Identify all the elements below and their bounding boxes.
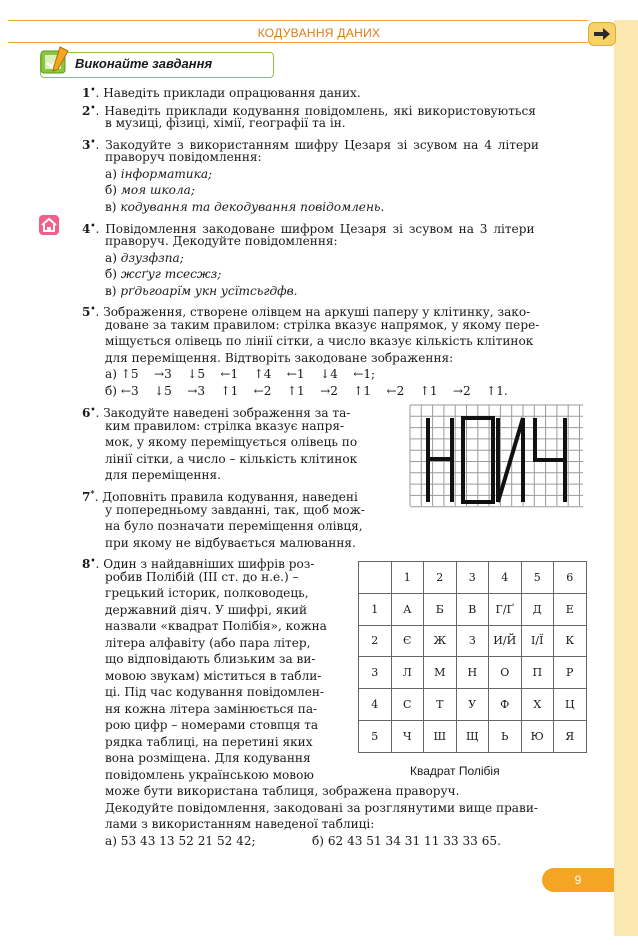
task-3-b: б) моя школа; (105, 183, 195, 197)
task-8-line-14: повідомлень українською мовою (105, 768, 314, 782)
polybius-letter-cell: М (424, 657, 457, 689)
polybius-index-cell: 1 (359, 593, 392, 625)
polybius-square (358, 561, 587, 753)
polybius-letter-cell: Д (521, 593, 554, 625)
polybius-header-row (359, 562, 587, 594)
task-3-number: 3• (82, 136, 96, 153)
task-4: 4•. Повідомлення закодоване шифром Цезаря зі зсувом на 3 літери (82, 220, 535, 237)
polybius-letter-cell: Ж (424, 625, 457, 657)
task-4-a: а) дзузфзпа; (105, 251, 184, 265)
task-5-line-2: доване за таким правилом: стрілка вказує напрямок, у якому пере- (105, 318, 540, 332)
task-8-line-6: літера алфавіту (або пара літер, (105, 636, 311, 650)
polybius-index-cell: 6 (554, 562, 587, 594)
task-8-line-8: мовою звукам) міститься в табли- (105, 669, 322, 683)
polybius-letter-cell: Р (554, 657, 587, 689)
polybius-index-cell: 4 (489, 562, 522, 594)
polybius-letter-cell: І/Ї (521, 625, 554, 657)
task-3: 3•. Закодуйте з використанням шифру Цезаря зі зсувом на 4 літери (82, 136, 539, 153)
polybius-letter-cell: К (554, 625, 587, 657)
polybius-letter-cell: Ь (489, 720, 522, 752)
task-3-a: а) інформатика; (105, 167, 213, 181)
task-8-line-11: рою цифр – номерами стовпця та (105, 718, 319, 732)
task-2-number: 2• (82, 102, 96, 119)
task-5: 5•. Зображення, створене олівцем на аркуші паперу у клітинку, зако- (82, 303, 531, 320)
task-1: 1•. Наведіть приклади опрацювання даних. (82, 84, 361, 101)
polybius-letter-cell: Щ (456, 720, 489, 752)
task-8-line-4: державний діяч. У шифрі, який (105, 603, 308, 617)
polybius-letter-cell: Е (554, 593, 587, 625)
task-6-line-3: мок, у якому переміщується олівець по (105, 435, 358, 449)
home-icon (38, 214, 60, 236)
polybius-letter-cell: В (456, 593, 489, 625)
polybius-letter-cell: У (456, 689, 489, 721)
polybius-index-cell: 4 (359, 689, 392, 721)
task-4-number: 4• (82, 220, 96, 237)
polybius-letter-cell: О (489, 657, 522, 689)
task-5-a: а) ↑5 →3 ↓5 ←1 ↑4 ←1 ↓4 ←1; (105, 367, 376, 381)
task-7: 7*. Доповніть правила кодування, наведені (82, 488, 358, 505)
polybius-index-cell (359, 562, 392, 594)
task-8-a: а) 53 43 13 52 21 52 42; (105, 834, 256, 848)
header-rule-top (8, 20, 588, 21)
task-7-line-4: при якому не відбувається малювання. (105, 536, 356, 550)
polybius-letter-cell: Ц (554, 689, 587, 721)
polybius-letter-cell: А (391, 593, 424, 625)
task-8-b: б) 62 43 51 34 31 11 33 33 65. (312, 834, 501, 848)
polybius-letter-cell: Х (521, 689, 554, 721)
section-title: КОДУВАННЯ ДАНИХ (257, 26, 381, 40)
task-4-b: б) жсґуг тсесжз; (105, 267, 222, 281)
task-7-line-3: на було позначати переміщення олівця, (105, 519, 363, 533)
task-8-line-7: що відповідають близьким за ви- (105, 652, 316, 666)
task-2: 2•. Наведіть приклади кодування повідомлень, які використовуються (82, 102, 536, 119)
polybius-caption: Квадрат Полібія (410, 764, 500, 778)
polybius-letter-cell: С (391, 689, 424, 721)
polybius-index-cell: 2 (424, 562, 457, 594)
polybius-letter-cell: Т (424, 689, 457, 721)
polybius-letter-cell: Ш (424, 720, 457, 752)
polybius-letter-cell: И/Й (489, 625, 522, 657)
polybius-index-cell: 2 (359, 625, 392, 657)
polybius-letter-cell: Г/Ґ (489, 593, 522, 625)
task-8-line-5: назвали «квадрат Полібія», кожна (105, 619, 327, 633)
polybius-row (359, 625, 587, 657)
polybius-letter-cell: Л (391, 657, 424, 689)
task-7-line-2: у попередньому завданні, так, щоб мож- (105, 503, 365, 517)
task-banner (40, 52, 274, 78)
task-8-line-16: Декодуйте повідомлення, закодовані за розглянутими вище прави- (105, 801, 538, 815)
task-5-number: 5• (82, 303, 96, 320)
polybius-index-cell: 3 (456, 562, 489, 594)
task-8-line-17: лами з використанням наведеної таблиці: (105, 817, 375, 831)
task-6: 6•. Закодуйте наведені зображення за та- (82, 404, 351, 421)
task-4-c: в) рґдьгоарїм укн усїтсьгдфв. (105, 284, 298, 298)
task-5-line-4: для переміщення. Відтворіть закодоване зображення: (105, 351, 454, 365)
letter-i-diag (498, 418, 523, 502)
polybius-letter-cell: Ф (489, 689, 522, 721)
task-8-line-3: грецький історик, полководець, (105, 586, 309, 600)
task-8: 8•. Один з найдавніших шифрів роз- (82, 555, 315, 572)
polybius-row (359, 720, 587, 752)
task-8-line-15: може бути використана таблиця, зображена праворуч. (105, 784, 460, 798)
task-banner-label: Виконайте завдання (75, 56, 213, 71)
task-5-line-3: міщується олівець по лінії сітки, а число вказує кількість клітинок (105, 334, 534, 348)
task-3-c: в) кодування та декодування повідомлень. (105, 200, 385, 214)
task-8-line-12: рядка таблиці, на перетині яких (105, 735, 313, 749)
task-2-line-2: в музиці, фізиці, хімії, географії та ін. (105, 116, 346, 130)
task-8-line-10: ня кожна літера замінюється па- (105, 702, 318, 716)
task-5-b: б) ←3 ↓5 →3 ↑1 ←2 ↑1 →2 ↑1 ←2 ↑1 →2 ↑1. (105, 384, 508, 398)
cell-grid-figure (409, 404, 585, 512)
task-8-line-13: вона розміщена. Для кодування (105, 751, 311, 765)
task-1-number: 1• (82, 84, 96, 101)
polybius-index-cell: 5 (521, 562, 554, 594)
task-6-line-5: для переміщення. (105, 468, 221, 482)
task-3-line-2: праворуч повідомлення: (105, 150, 262, 164)
arrow-right-icon (593, 27, 611, 41)
page-number: 9 (542, 868, 614, 892)
polybius-letter-cell: Ч (391, 720, 424, 752)
polybius-row (359, 689, 587, 721)
header-rule-bottom (8, 42, 588, 43)
polybius-row (359, 657, 587, 689)
task-4-line-2: праворуч. Декодуйте повідомлення: (105, 234, 338, 248)
task-7-number: 7* (82, 488, 95, 505)
task-8-line-2: робив Полібій (ІІІ ст. до н.е.) – (105, 570, 299, 584)
polybius-letter-cell: П (521, 657, 554, 689)
polybius-letter-cell: Є (391, 625, 424, 657)
task-6-line-2: ким правилом: стрілка вказує напря- (105, 419, 345, 433)
polybius-letter-cell: Ю (521, 720, 554, 752)
pencil-notebook-icon (38, 45, 72, 77)
polybius-letter-cell: Н (456, 657, 489, 689)
polybius-index-cell: 1 (391, 562, 424, 594)
task-6-line-4: лінії сітки, а число – кількість клітинок (105, 452, 358, 466)
task-8-number: 8• (82, 555, 96, 572)
grid-drawing (409, 404, 585, 508)
page-side-bar (614, 20, 638, 936)
next-page-button[interactable] (588, 22, 616, 46)
polybius-row (359, 593, 587, 625)
task-6-number: 6• (82, 404, 96, 421)
polybius-letter-cell: Я (554, 720, 587, 752)
polybius-letter-cell: З (456, 625, 489, 657)
task-8-line-9: ці. Під час кодування повідомлен- (105, 685, 325, 699)
polybius-index-cell: 3 (359, 657, 392, 689)
polybius-letter-cell: Б (424, 593, 457, 625)
polybius-index-cell: 5 (359, 720, 392, 752)
